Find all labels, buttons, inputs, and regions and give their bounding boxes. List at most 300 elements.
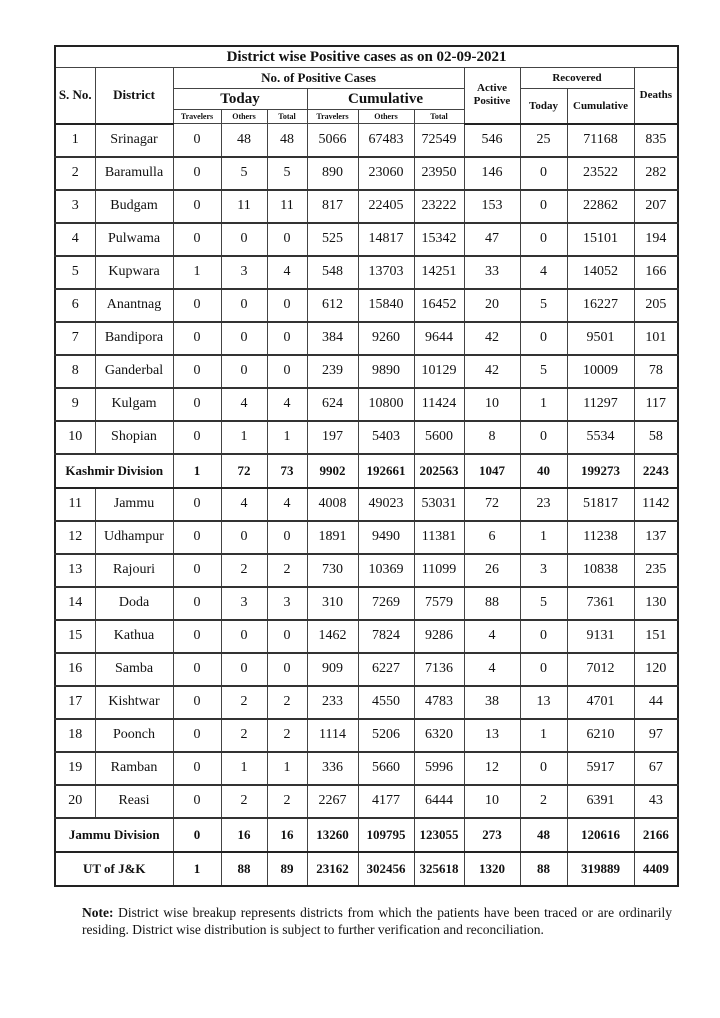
cell-t-trav: 0 — [173, 421, 221, 454]
table-row — [55, 587, 678, 620]
cell-t-tot: 0 — [267, 322, 307, 355]
total-active: 1320 — [464, 852, 520, 886]
cell-c-tot: 7136 — [414, 653, 464, 686]
cell-t-trav: 0 — [173, 752, 221, 785]
cell-t-trav: 0 — [173, 223, 221, 256]
cell-c-trav: 624 — [307, 388, 358, 421]
cell-c-oth: 5206 — [358, 719, 414, 752]
cell-c-oth: 49023 — [358, 488, 414, 521]
cell-district: Ganderbal — [95, 355, 173, 388]
cell-deaths: 235 — [634, 554, 678, 587]
total-c-tot: 325618 — [414, 852, 464, 886]
cell-active: 20 — [464, 289, 520, 322]
cell-t-oth: 5 — [221, 157, 267, 190]
cell-c-oth: 10800 — [358, 388, 414, 421]
table-row — [55, 785, 678, 818]
table-row — [55, 421, 678, 454]
cell-rec-today: 4 — [520, 256, 567, 289]
table-row — [55, 223, 678, 256]
total-label: UT of J&K — [55, 852, 173, 886]
header-sno: S. No. — [55, 68, 95, 124]
cell-district: Budgam — [95, 190, 173, 223]
cell-t-trav: 0 — [173, 124, 221, 157]
cell-district: Doda — [95, 587, 173, 620]
cell-t-oth: 0 — [221, 355, 267, 388]
cell-rec-cum: 16227 — [567, 289, 634, 322]
cell-t-tot: 4 — [267, 388, 307, 421]
cell-c-trav: 4008 — [307, 488, 358, 521]
cell-c-tot: 9286 — [414, 620, 464, 653]
cell-t-tot: 4 — [267, 488, 307, 521]
cell-rec-today: 0 — [520, 752, 567, 785]
header-today-total: Total — [267, 110, 307, 124]
cell-district: Pulwama — [95, 223, 173, 256]
table-row — [55, 488, 678, 521]
cell-district: Kulgam — [95, 388, 173, 421]
cell-rec-today: 1 — [520, 719, 567, 752]
cell-t-tot: 0 — [267, 653, 307, 686]
cell-t-tot: 2 — [267, 719, 307, 752]
ut-total-row — [55, 852, 678, 886]
cell-district: Kupwara — [95, 256, 173, 289]
cell-c-trav: 5066 — [307, 124, 358, 157]
total-c-trav: 23162 — [307, 852, 358, 886]
cell-deaths: 101 — [634, 322, 678, 355]
cell-sno: 19 — [55, 752, 95, 785]
cell-active: 146 — [464, 157, 520, 190]
cell-t-oth: 11 — [221, 190, 267, 223]
table-row — [55, 289, 678, 322]
total-active: 273 — [464, 818, 520, 852]
cell-rec-today: 0 — [520, 653, 567, 686]
cell-rec-today: 5 — [520, 289, 567, 322]
cell-active: 10 — [464, 388, 520, 421]
cell-t-tot: 2 — [267, 554, 307, 587]
cell-district: Jammu — [95, 488, 173, 521]
header-cum-travelers: Travelers — [307, 110, 358, 124]
cell-sno: 18 — [55, 719, 95, 752]
cell-c-tot: 11099 — [414, 554, 464, 587]
total-deaths: 4409 — [634, 852, 678, 886]
cell-c-trav: 909 — [307, 653, 358, 686]
cell-active: 26 — [464, 554, 520, 587]
cell-sno: 2 — [55, 157, 95, 190]
cell-t-tot: 0 — [267, 289, 307, 322]
cell-rec-cum: 10009 — [567, 355, 634, 388]
cell-district: Samba — [95, 653, 173, 686]
cell-t-oth: 4 — [221, 488, 267, 521]
cell-district: Shopian — [95, 421, 173, 454]
header-cum-others: Others — [358, 110, 414, 124]
cell-rec-today: 23 — [520, 488, 567, 521]
cell-deaths: 130 — [634, 587, 678, 620]
cell-t-trav: 0 — [173, 587, 221, 620]
header-district: District — [95, 68, 173, 124]
cell-deaths: 58 — [634, 421, 678, 454]
cell-sno: 12 — [55, 521, 95, 554]
cell-t-trav: 0 — [173, 785, 221, 818]
cell-t-trav: 0 — [173, 190, 221, 223]
total-deaths: 2166 — [634, 818, 678, 852]
total-c-tot: 202563 — [414, 454, 464, 488]
cell-deaths: 78 — [634, 355, 678, 388]
cell-c-tot: 10129 — [414, 355, 464, 388]
cell-sno: 9 — [55, 388, 95, 421]
cell-rec-cum: 11238 — [567, 521, 634, 554]
cell-active: 42 — [464, 355, 520, 388]
cell-rec-today: 2 — [520, 785, 567, 818]
cell-c-trav: 1114 — [307, 719, 358, 752]
cell-active: 6 — [464, 521, 520, 554]
cell-rec-today: 5 — [520, 355, 567, 388]
cell-t-oth: 2 — [221, 719, 267, 752]
cell-active: 47 — [464, 223, 520, 256]
cell-deaths: 282 — [634, 157, 678, 190]
cell-rec-today: 0 — [520, 620, 567, 653]
cell-active: 42 — [464, 322, 520, 355]
header-recovered-cumulative: Cumulative — [567, 89, 634, 124]
cell-deaths: 207 — [634, 190, 678, 223]
cell-deaths: 137 — [634, 521, 678, 554]
total-rec-cum: 120616 — [567, 818, 634, 852]
cell-district: Udhampur — [95, 521, 173, 554]
cell-t-oth: 4 — [221, 388, 267, 421]
total-active: 1047 — [464, 454, 520, 488]
cell-rec-today: 25 — [520, 124, 567, 157]
cell-rec-today: 3 — [520, 554, 567, 587]
cell-t-tot: 11 — [267, 190, 307, 223]
table-row — [55, 620, 678, 653]
cell-sno: 14 — [55, 587, 95, 620]
cell-c-trav: 239 — [307, 355, 358, 388]
cell-rec-cum: 5534 — [567, 421, 634, 454]
cell-rec-cum: 9501 — [567, 322, 634, 355]
table-row — [55, 256, 678, 289]
cell-deaths: 835 — [634, 124, 678, 157]
table-row — [55, 157, 678, 190]
total-rec-today: 48 — [520, 818, 567, 852]
header-cum-total: Total — [414, 110, 464, 124]
cell-t-oth: 0 — [221, 653, 267, 686]
cell-t-trav: 0 — [173, 322, 221, 355]
cell-c-oth: 5403 — [358, 421, 414, 454]
header-active-positive — [464, 68, 520, 124]
cell-rec-today: 0 — [520, 190, 567, 223]
cell-rec-cum: 51817 — [567, 488, 634, 521]
cell-c-trav: 197 — [307, 421, 358, 454]
cell-rec-cum: 22862 — [567, 190, 634, 223]
cell-sno: 17 — [55, 686, 95, 719]
cell-t-oth: 0 — [221, 620, 267, 653]
cell-t-trav: 0 — [173, 289, 221, 322]
cell-t-oth: 2 — [221, 554, 267, 587]
note-label: Note: — [82, 905, 114, 920]
cell-sno: 3 — [55, 190, 95, 223]
header-cumulative: Cumulative — [307, 89, 464, 110]
header-today-others: Others — [221, 110, 267, 124]
cell-rec-cum: 6391 — [567, 785, 634, 818]
total-rec-today: 40 — [520, 454, 567, 488]
cell-c-tot: 16452 — [414, 289, 464, 322]
cell-t-tot: 1 — [267, 752, 307, 785]
cell-active: 546 — [464, 124, 520, 157]
cell-sno: 20 — [55, 785, 95, 818]
cell-active: 4 — [464, 620, 520, 653]
cell-rec-cum: 4701 — [567, 686, 634, 719]
cell-district: Srinagar — [95, 124, 173, 157]
cell-c-tot: 7579 — [414, 587, 464, 620]
cell-t-trav: 0 — [173, 355, 221, 388]
cell-c-oth: 22405 — [358, 190, 414, 223]
table-row — [55, 653, 678, 686]
cell-rec-cum: 23522 — [567, 157, 634, 190]
cell-deaths: 97 — [634, 719, 678, 752]
cell-t-oth: 0 — [221, 289, 267, 322]
cell-district: Baramulla — [95, 157, 173, 190]
cell-rec-today: 0 — [520, 223, 567, 256]
cell-rec-today: 1 — [520, 388, 567, 421]
cell-sno: 8 — [55, 355, 95, 388]
cell-c-oth: 9260 — [358, 322, 414, 355]
cell-rec-today: 5 — [520, 587, 567, 620]
total-label: Kashmir Division — [55, 454, 173, 488]
total-c-trav: 9902 — [307, 454, 358, 488]
total-c-tot: 123055 — [414, 818, 464, 852]
total-c-oth: 302456 — [358, 852, 414, 886]
cell-c-tot: 5600 — [414, 421, 464, 454]
cell-rec-cum: 14052 — [567, 256, 634, 289]
cell-district: Rajouri — [95, 554, 173, 587]
cell-sno: 7 — [55, 322, 95, 355]
kashmir-division-total-row — [55, 454, 678, 488]
cell-c-oth: 9490 — [358, 521, 414, 554]
cell-t-trav: 1 — [173, 256, 221, 289]
cell-active: 12 — [464, 752, 520, 785]
footnote — [82, 904, 672, 938]
cell-t-oth: 2 — [221, 686, 267, 719]
cell-t-tot: 2 — [267, 785, 307, 818]
table-row — [55, 190, 678, 223]
cell-t-oth: 0 — [221, 223, 267, 256]
cell-c-oth: 4177 — [358, 785, 414, 818]
total-label: Jammu Division — [55, 818, 173, 852]
cell-c-oth: 5660 — [358, 752, 414, 785]
cell-active: 72 — [464, 488, 520, 521]
header-positive-cases: No. of Positive Cases — [173, 68, 464, 89]
cell-rec-cum: 7361 — [567, 587, 634, 620]
cell-t-tot: 2 — [267, 686, 307, 719]
total-t-tot: 73 — [267, 454, 307, 488]
cell-t-tot: 0 — [267, 620, 307, 653]
cell-c-tot: 15342 — [414, 223, 464, 256]
header-today: Today — [173, 89, 307, 110]
cell-t-tot: 1 — [267, 421, 307, 454]
cell-sno: 1 — [55, 124, 95, 157]
total-deaths: 2243 — [634, 454, 678, 488]
cell-t-tot: 3 — [267, 587, 307, 620]
cell-c-trav: 525 — [307, 223, 358, 256]
cell-deaths: 194 — [634, 223, 678, 256]
cell-c-tot: 11424 — [414, 388, 464, 421]
cell-c-tot: 5996 — [414, 752, 464, 785]
cell-c-oth: 15840 — [358, 289, 414, 322]
cell-c-oth: 10369 — [358, 554, 414, 587]
cell-deaths: 117 — [634, 388, 678, 421]
cell-c-oth: 4550 — [358, 686, 414, 719]
cell-rec-cum: 11297 — [567, 388, 634, 421]
cell-active: 4 — [464, 653, 520, 686]
header-recovered: Recovered — [520, 68, 634, 89]
cell-district: Bandipora — [95, 322, 173, 355]
cell-c-trav: 233 — [307, 686, 358, 719]
cell-rec-cum: 71168 — [567, 124, 634, 157]
cell-district: Anantnag — [95, 289, 173, 322]
cell-c-trav: 1891 — [307, 521, 358, 554]
cell-active: 38 — [464, 686, 520, 719]
cell-t-oth: 2 — [221, 785, 267, 818]
cell-c-oth: 14817 — [358, 223, 414, 256]
table-row — [55, 719, 678, 752]
total-t-tot: 16 — [267, 818, 307, 852]
cell-sno: 5 — [55, 256, 95, 289]
cell-c-tot: 72549 — [414, 124, 464, 157]
total-t-trav: 0 — [173, 818, 221, 852]
cell-rec-today: 0 — [520, 322, 567, 355]
table-row — [55, 554, 678, 587]
cell-active: 153 — [464, 190, 520, 223]
cell-c-tot: 23222 — [414, 190, 464, 223]
cell-c-trav: 890 — [307, 157, 358, 190]
cell-c-trav: 336 — [307, 752, 358, 785]
cell-c-oth: 13703 — [358, 256, 414, 289]
cell-rec-today: 0 — [520, 421, 567, 454]
cell-c-tot: 6320 — [414, 719, 464, 752]
cell-c-tot: 53031 — [414, 488, 464, 521]
cell-t-trav: 0 — [173, 719, 221, 752]
cell-district: Ramban — [95, 752, 173, 785]
cell-t-trav: 0 — [173, 554, 221, 587]
cell-c-trav: 612 — [307, 289, 358, 322]
cell-deaths: 166 — [634, 256, 678, 289]
table-row — [55, 388, 678, 421]
cell-sno: 15 — [55, 620, 95, 653]
cell-t-trav: 0 — [173, 653, 221, 686]
cell-c-oth: 9890 — [358, 355, 414, 388]
cell-c-tot: 4783 — [414, 686, 464, 719]
cell-c-tot: 6444 — [414, 785, 464, 818]
cell-t-trav: 0 — [173, 620, 221, 653]
total-c-trav: 13260 — [307, 818, 358, 852]
cell-c-trav: 384 — [307, 322, 358, 355]
cell-active: 8 — [464, 421, 520, 454]
header-active-line1: Active — [477, 82, 507, 95]
cell-t-oth: 48 — [221, 124, 267, 157]
cell-c-oth: 23060 — [358, 157, 414, 190]
cell-rec-cum: 7012 — [567, 653, 634, 686]
cell-deaths: 120 — [634, 653, 678, 686]
cell-t-oth: 1 — [221, 752, 267, 785]
cell-c-tot: 23950 — [414, 157, 464, 190]
cell-t-oth: 1 — [221, 421, 267, 454]
cell-t-trav: 0 — [173, 488, 221, 521]
total-t-oth: 72 — [221, 454, 267, 488]
table-row — [55, 355, 678, 388]
jammu-division-total-row — [55, 818, 678, 852]
cell-t-oth: 3 — [221, 587, 267, 620]
cell-sno: 4 — [55, 223, 95, 256]
cell-c-oth: 7269 — [358, 587, 414, 620]
table-row — [55, 752, 678, 785]
cell-c-trav: 548 — [307, 256, 358, 289]
cell-c-trav: 817 — [307, 190, 358, 223]
table-row — [55, 124, 678, 157]
header-deaths: Deaths — [634, 68, 678, 124]
table-row — [55, 686, 678, 719]
cell-c-trav: 2267 — [307, 785, 358, 818]
total-t-tot: 89 — [267, 852, 307, 886]
table-title: District wise Positive cases as on 02-09-2021 — [55, 46, 678, 68]
cell-t-trav: 0 — [173, 686, 221, 719]
total-t-oth: 16 — [221, 818, 267, 852]
cell-deaths: 43 — [634, 785, 678, 818]
total-rec-cum: 199273 — [567, 454, 634, 488]
cell-deaths: 151 — [634, 620, 678, 653]
total-rec-cum: 319889 — [567, 852, 634, 886]
cell-active: 13 — [464, 719, 520, 752]
cell-district: Kathua — [95, 620, 173, 653]
cell-district: Reasi — [95, 785, 173, 818]
cell-t-tot: 4 — [267, 256, 307, 289]
total-t-trav: 1 — [173, 852, 221, 886]
cell-rec-today: 1 — [520, 521, 567, 554]
cell-t-oth: 0 — [221, 322, 267, 355]
cell-sno: 16 — [55, 653, 95, 686]
district-cases-table — [54, 45, 679, 887]
table-row — [55, 521, 678, 554]
cell-t-tot: 0 — [267, 355, 307, 388]
cell-active: 10 — [464, 785, 520, 818]
cell-t-oth: 3 — [221, 256, 267, 289]
cell-rec-cum: 5917 — [567, 752, 634, 785]
cell-district: Kishtwar — [95, 686, 173, 719]
header-active-line2: Positive — [473, 95, 511, 108]
cell-rec-cum: 6210 — [567, 719, 634, 752]
cell-c-tot: 9644 — [414, 322, 464, 355]
cell-t-tot: 0 — [267, 521, 307, 554]
cell-sno: 11 — [55, 488, 95, 521]
cell-deaths: 1142 — [634, 488, 678, 521]
cell-c-trav: 1462 — [307, 620, 358, 653]
total-c-oth: 109795 — [358, 818, 414, 852]
table-row — [55, 322, 678, 355]
cell-deaths: 44 — [634, 686, 678, 719]
cell-district: Poonch — [95, 719, 173, 752]
cell-active: 88 — [464, 587, 520, 620]
header-today-travelers: Travelers — [173, 110, 221, 124]
cell-c-tot: 14251 — [414, 256, 464, 289]
cell-t-trav: 0 — [173, 521, 221, 554]
cell-deaths: 67 — [634, 752, 678, 785]
total-rec-today: 88 — [520, 852, 567, 886]
cell-t-tot: 5 — [267, 157, 307, 190]
cell-t-trav: 0 — [173, 157, 221, 190]
cell-t-oth: 0 — [221, 521, 267, 554]
cell-c-oth: 6227 — [358, 653, 414, 686]
cell-c-trav: 730 — [307, 554, 358, 587]
cell-rec-cum: 15101 — [567, 223, 634, 256]
cell-t-tot: 48 — [267, 124, 307, 157]
cell-c-oth: 67483 — [358, 124, 414, 157]
